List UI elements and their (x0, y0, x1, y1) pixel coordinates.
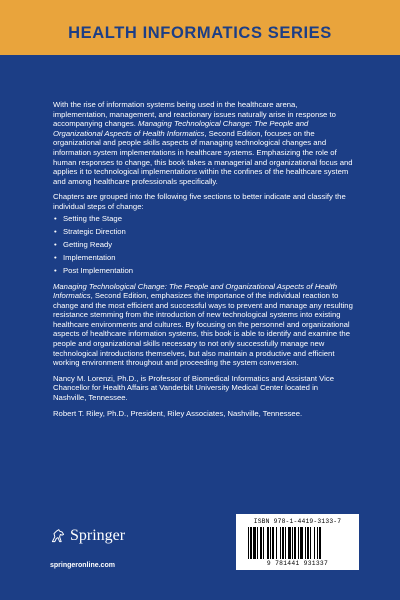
sections-intro: Chapters are grouped into the following five sections to better indicate and classify the individual steps of change: (53, 192, 346, 211)
series-title: HEALTH INFORMATICS SERIES (68, 24, 332, 42)
description (53, 100, 353, 424)
author-bio-riley: Robert T. Riley, Ph.D., President, Riley Associates, Nashville, Tennessee. (53, 408, 303, 418)
sections-list (53, 214, 353, 276)
author-bio-lorenzi: Nancy M. Lorenzi, Ph.D., is Professor of Biomedical Informatics and Assistant Vice Chancellor for Health Affairs at Vanderbilt University Medical Center located in Nashville, Tennessee. (53, 373, 334, 403)
list-item: • Setting the Stage (53, 214, 353, 224)
horse-icon (50, 528, 66, 544)
intro-paragraph (53, 100, 353, 186)
intro-text-a: With the rise of information systems being used in the healthcare arena, implementation, management, and reactionary issues naturally arise in response to accompanying changes. (53, 100, 336, 129)
barcode-panel (236, 514, 359, 570)
book-title-ref-2: Managing Technological Change: The People and Organizational Aspects of Health Informatics (53, 281, 338, 301)
publisher-name: Springer (70, 527, 126, 544)
publisher-logo (50, 527, 125, 545)
list-item: • Getting Ready (53, 240, 353, 250)
ean-text: 9 781441 931337 (266, 560, 329, 567)
list-item: • Post Implementation (53, 266, 353, 276)
intro-text-b: , Second Edition, focuses on the organizational and people skills aspects of managing technological changes and information system implementations in healthcare systems. Emphasizing the role of human responses to change, this book takes a managerial and organizational focus and applies it to technological implementations within the confines of the healthcare system and among healthcare professionals specifically. (53, 128, 353, 186)
emphasis-text: , Second Edition, emphasizes the importance of the individual reaction to change and the most efficient and successful ways to prevent and manage any resulting resistance stemming from the introduction of new technological systems into existing healthcare environments and cultures. By focusing on the personnel and organizational aspects of healthcare information systems, this book is able to identify and examine the people and organizational skills necessary to not only successfully manage new technological introductions themselves, but also maintain a productive and efficient working environment throughout and proceeding the system conversion. (53, 291, 353, 368)
isbn-text: ISBN 978-1-4419-3133-7 (253, 518, 342, 525)
emphasis-paragraph (53, 282, 353, 368)
book-title-ref-1: Managing Technological Change: The People and Organizational Aspects of Health Informatics (53, 119, 309, 138)
publisher-url: springeronline.com (50, 562, 115, 569)
series-band (0, 0, 400, 55)
list-item: • Implementation (53, 253, 353, 263)
list-item: • Strategic Direction (53, 227, 353, 237)
barcode-icon (246, 527, 349, 559)
